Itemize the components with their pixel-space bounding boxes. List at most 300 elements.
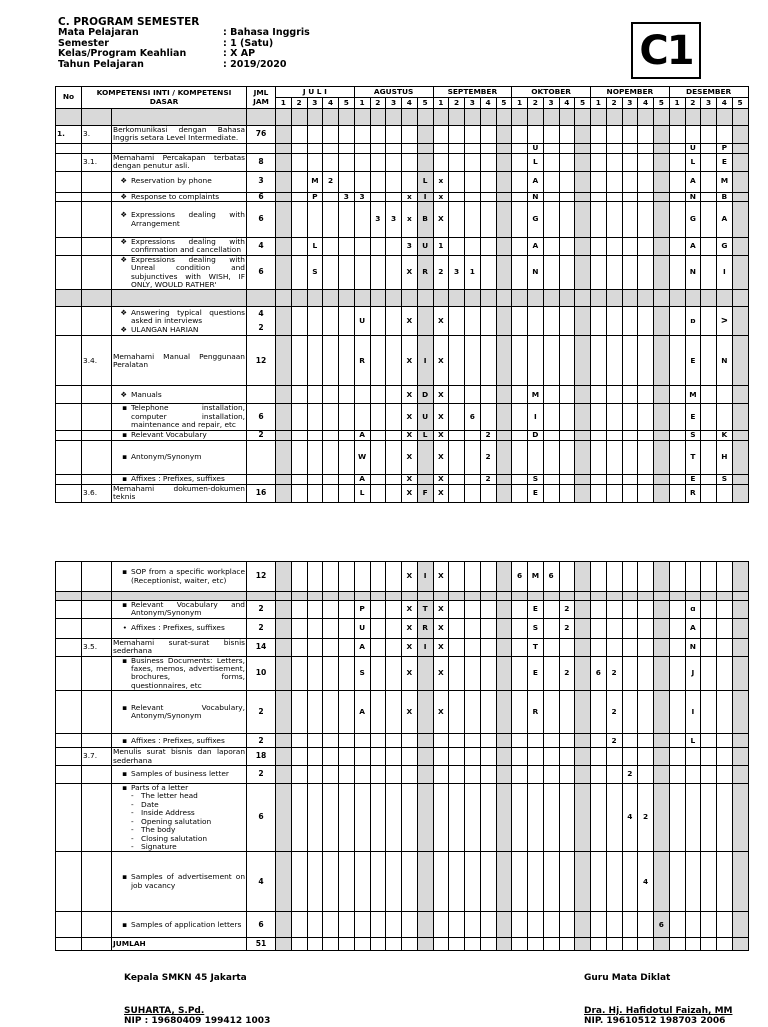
week-cell (433, 748, 449, 766)
week-cell (528, 440, 544, 474)
header-field-label: Tahun Pelajaran (58, 59, 144, 71)
week-cell (669, 938, 685, 951)
week-header: 4 (638, 98, 654, 109)
week-cell (606, 852, 622, 912)
week-cell: N (685, 638, 701, 656)
week-cell (386, 852, 402, 912)
separator-cell (82, 592, 112, 601)
week-cell (276, 474, 292, 484)
week-cell (543, 255, 559, 290)
week-cell (701, 474, 717, 484)
row-number (56, 153, 82, 171)
week-cell (496, 202, 512, 238)
separator-cell (323, 109, 339, 126)
week-cell (323, 336, 339, 386)
week-cell (323, 238, 339, 256)
row-number (56, 440, 82, 474)
row-number (56, 748, 82, 766)
week-cell (449, 766, 465, 784)
week-cell (339, 153, 355, 171)
week-cell (496, 153, 512, 171)
separator-cell (402, 592, 418, 601)
week-cell (654, 238, 670, 256)
week-cell (669, 656, 685, 691)
week-cell (323, 618, 339, 638)
week-cell (638, 734, 654, 748)
week-cell (339, 386, 355, 404)
week-cell (732, 784, 748, 852)
week-cell (559, 484, 575, 502)
week-cell (512, 474, 528, 484)
week-cell (386, 938, 402, 951)
week-cell (717, 618, 733, 638)
separator-cell (669, 109, 685, 126)
kd-code (82, 656, 112, 691)
teacher-nip: NIP. 19610512 198703 2006 (584, 1016, 726, 1026)
kd-code (82, 912, 112, 938)
week-cell (669, 336, 685, 386)
week-cell: 6 (465, 404, 481, 430)
week-cell (323, 386, 339, 404)
week-cell (622, 474, 638, 484)
separator-cell (276, 290, 292, 307)
kd-code (82, 784, 112, 852)
jam-number: 6 (258, 192, 264, 201)
separator-cell (496, 290, 512, 307)
kd-description (112, 430, 247, 440)
week-cell (417, 656, 433, 691)
jml-jam-value (247, 171, 276, 192)
week-cell (386, 474, 402, 484)
kd-code (82, 766, 112, 784)
header-field-value: : 1 (Satu) (223, 37, 274, 49)
week-cell (323, 440, 339, 474)
week-cell (307, 484, 323, 502)
row-number (56, 601, 82, 619)
row-number (56, 307, 82, 336)
jam-number: 4 (258, 876, 264, 886)
week-cell: 3 (354, 192, 370, 201)
separator-cell (112, 109, 247, 126)
week-cell: x (402, 202, 418, 238)
week-cell (449, 474, 465, 484)
week-cell (543, 912, 559, 938)
week-cell: S (307, 255, 323, 290)
separator-cell (638, 109, 654, 126)
week-cell (402, 171, 418, 192)
week-cell (291, 430, 307, 440)
week-cell (685, 126, 701, 144)
jml-jam-value (247, 440, 276, 474)
week-cell (449, 336, 465, 386)
jam-number: 6 (258, 411, 264, 421)
week-cell (732, 656, 748, 691)
week-cell: I (685, 691, 701, 734)
jam-number: 2 (258, 623, 264, 633)
kd-description (112, 656, 247, 691)
week-cell (559, 307, 575, 336)
week-cell (591, 255, 607, 290)
week-cell (543, 852, 559, 912)
week-cell: U (417, 238, 433, 256)
week-cell (276, 192, 292, 201)
week-cell: 2 (638, 784, 654, 852)
week-cell (701, 404, 717, 430)
kd-text: Relevant Vocabulary, Antonym/Synonym (131, 702, 245, 721)
week-cell (323, 153, 339, 171)
week-cell (701, 336, 717, 386)
week-cell (402, 734, 418, 748)
week-cell (512, 307, 528, 336)
week-cell (575, 404, 591, 430)
week-cell (732, 171, 748, 192)
week-cell (591, 912, 607, 938)
week-cell (496, 430, 512, 440)
week-cell: X (402, 440, 418, 474)
week-cell (386, 171, 402, 192)
week-cell (496, 912, 512, 938)
week-cell (654, 766, 670, 784)
week-cell (575, 852, 591, 912)
week-cell (732, 192, 748, 201)
week-cell (512, 766, 528, 784)
separator-cell (685, 109, 701, 126)
kd-text: Memahami Manual Penggunaan Peralatan (113, 351, 245, 369)
separator-cell (717, 290, 733, 307)
week-cell (370, 766, 386, 784)
separator-cell (528, 109, 544, 126)
week-cell (339, 126, 355, 144)
week-cell (339, 484, 355, 502)
week-cell (496, 766, 512, 784)
week-cell (528, 307, 544, 336)
program-title: C. PROGRAM SEMESTER (58, 16, 200, 28)
week-cell (732, 766, 748, 784)
week-cell (701, 656, 717, 691)
week-cell: I (417, 336, 433, 386)
week-cell (496, 691, 512, 734)
list-dash: - (131, 808, 134, 818)
week-header: 3 (543, 98, 559, 109)
week-cell (339, 938, 355, 951)
week-cell: R (685, 484, 701, 502)
kd-text: Response to complaints (131, 192, 220, 201)
week-cell (449, 601, 465, 619)
week-cell (496, 618, 512, 638)
kd-code (82, 404, 112, 430)
week-cell: X (402, 474, 418, 484)
week-cell (307, 430, 323, 440)
jam-number: 6 (258, 267, 264, 277)
kd-text: Samples of business letter (131, 769, 229, 779)
kd-description (112, 766, 247, 784)
week-cell (307, 691, 323, 734)
week-cell: X (402, 601, 418, 619)
week-cell (449, 784, 465, 852)
week-cell (591, 784, 607, 852)
week-cell: 2 (433, 255, 449, 290)
week-cell (669, 638, 685, 656)
kd-text: Samples of advertisement on job vacancy (131, 872, 245, 890)
week-cell (480, 238, 496, 256)
week-cell (591, 430, 607, 440)
week-cell (528, 748, 544, 766)
week-cell (339, 784, 355, 852)
week-header: 2 (606, 98, 622, 109)
week-cell (276, 255, 292, 290)
week-cell (276, 386, 292, 404)
week-cell (465, 143, 481, 153)
week-cell (654, 171, 670, 192)
week-cell (701, 307, 717, 336)
week-cell (638, 938, 654, 951)
week-cell (543, 171, 559, 192)
week-cell (606, 912, 622, 938)
week-cell (717, 691, 733, 734)
table-row (56, 656, 749, 691)
week-cell (449, 748, 465, 766)
bullet-icon: ▪ (121, 656, 127, 665)
header-field-value: : X AP (223, 48, 256, 60)
week-cell (291, 618, 307, 638)
week-cell (701, 430, 717, 440)
header-field-label: Kelas/Program Keahlian (58, 48, 187, 60)
kd-text: Business Documents: Letters, faxes, memos, advertisement, brochures, forms, questionnaires, etc (131, 656, 245, 690)
week-cell (465, 153, 481, 171)
week-cell (449, 153, 465, 171)
week-cell: L (685, 153, 701, 171)
week-cell (449, 852, 465, 912)
kd-text: Parts of a letter (131, 783, 189, 793)
week-cell (386, 691, 402, 734)
kd-code (82, 238, 112, 256)
week-cell (323, 562, 339, 592)
week-cell (291, 852, 307, 912)
week-cell (386, 748, 402, 766)
week-cell (276, 202, 292, 238)
week-cell (417, 307, 433, 336)
separator-cell (638, 290, 654, 307)
month-header: SEPTEMBER (433, 87, 512, 98)
week-cell (622, 562, 638, 592)
kd-text: Berkomunikasi dengan Bahasa Inggris setara Level Intermediate. (113, 125, 245, 143)
week-cell (638, 255, 654, 290)
week-cell: A (528, 238, 544, 256)
week-cell: 2 (480, 474, 496, 484)
week-cell (291, 766, 307, 784)
separator-cell (370, 290, 386, 307)
jam-number: 16 (255, 487, 267, 497)
week-cell (606, 336, 622, 386)
letter-part-item: Signature (141, 841, 177, 851)
week-cell (669, 171, 685, 192)
kd-text: Memahami surat-surat bisnis sederhana (113, 638, 245, 656)
week-cell (291, 386, 307, 404)
kd-description (112, 255, 247, 290)
kd-text: Memahami dokumen-dokumen teknis (113, 484, 245, 502)
week-cell: A (685, 238, 701, 256)
week-cell (606, 430, 622, 440)
week-cell (512, 656, 528, 691)
week-cell: R (354, 336, 370, 386)
week-cell (291, 255, 307, 290)
week-cell (622, 691, 638, 734)
week-cell (276, 562, 292, 592)
week-cell: L (307, 238, 323, 256)
kd-code (82, 618, 112, 638)
week-cell (543, 440, 559, 474)
week-cell (307, 153, 323, 171)
week-cell (575, 562, 591, 592)
week-cell (291, 474, 307, 484)
week-cell (701, 766, 717, 784)
separator-cell (701, 290, 717, 307)
week-cell: X (402, 484, 418, 502)
week-cell (496, 336, 512, 386)
separator-cell (339, 109, 355, 126)
week-cell: A (685, 618, 701, 638)
week-cell (622, 255, 638, 290)
week-cell (654, 386, 670, 404)
week-cell (685, 748, 701, 766)
week-cell (685, 852, 701, 912)
week-cell: 6 (512, 562, 528, 592)
week-cell (591, 143, 607, 153)
week-cell (386, 238, 402, 256)
week-cell (417, 474, 433, 484)
week-cell (323, 691, 339, 734)
week-cell (465, 336, 481, 386)
week-cell: 1 (433, 238, 449, 256)
separator-cell (543, 109, 559, 126)
jam-number: 12 (255, 355, 267, 365)
separator-cell (386, 592, 402, 601)
bullet-icon: ❖ (120, 210, 127, 220)
week-cell (559, 912, 575, 938)
letter-part-item: The body (141, 825, 176, 835)
week-cell (465, 784, 481, 852)
separator-cell (339, 290, 355, 307)
jam-number: 14 (255, 642, 267, 652)
week-cell (449, 404, 465, 430)
month-header: AGUSTUS (354, 87, 433, 98)
week-cell (370, 484, 386, 502)
week-cell (512, 852, 528, 912)
week-cell (559, 638, 575, 656)
kd-code (82, 852, 112, 912)
week-cell (291, 307, 307, 336)
week-cell (654, 440, 670, 474)
week-cell (433, 938, 449, 951)
week-cell (669, 691, 685, 734)
table-row (56, 192, 749, 201)
week-cell (465, 638, 481, 656)
week-cell (701, 143, 717, 153)
week-cell (638, 912, 654, 938)
jam-number: 3 (258, 176, 264, 186)
week-cell: ɑ (685, 601, 701, 619)
week-cell (433, 143, 449, 153)
week-cell (575, 143, 591, 153)
week-cell (606, 638, 622, 656)
kd-code (82, 562, 112, 592)
table-row (56, 404, 749, 430)
week-header: 5 (654, 98, 670, 109)
week-cell (291, 238, 307, 256)
week-cell (622, 852, 638, 912)
week-cell (701, 784, 717, 852)
week-cell (480, 852, 496, 912)
week-cell (669, 143, 685, 153)
week-cell (433, 766, 449, 784)
week-cell (339, 171, 355, 192)
kd-code: 3. (82, 126, 112, 144)
separator-cell (717, 592, 733, 601)
row-number (56, 202, 82, 238)
week-cell (465, 938, 481, 951)
list-dash: - (131, 833, 134, 843)
week-cell (543, 784, 559, 852)
week-cell (480, 562, 496, 592)
week-cell (669, 618, 685, 638)
week-cell (433, 153, 449, 171)
week-header: 1 (669, 98, 685, 109)
bullet-icon: ❖ (120, 192, 127, 201)
week-cell (654, 618, 670, 638)
week-cell: W (354, 440, 370, 474)
table-row (56, 202, 749, 238)
week-cell (701, 440, 717, 474)
week-cell: S (685, 430, 701, 440)
week-header: 5 (732, 98, 748, 109)
week-cell: U (354, 307, 370, 336)
week-cell (386, 404, 402, 430)
week-cell (417, 440, 433, 474)
week-cell (638, 307, 654, 336)
jam-number: 6 (258, 812, 264, 822)
week-cell (417, 912, 433, 938)
week-cell: 2 (559, 601, 575, 619)
week-cell (339, 734, 355, 748)
week-cell (307, 404, 323, 430)
separator-cell (701, 592, 717, 601)
week-cell (543, 601, 559, 619)
week-header: 2 (528, 98, 544, 109)
week-cell (386, 734, 402, 748)
week-cell: B (717, 192, 733, 201)
week-cell (622, 238, 638, 256)
table-row (56, 255, 749, 290)
week-cell: M (307, 171, 323, 192)
separator-cell (307, 290, 323, 307)
week-cell (480, 784, 496, 852)
week-cell (732, 601, 748, 619)
week-cell: X (402, 307, 418, 336)
week-cell (528, 912, 544, 938)
week-cell (685, 938, 701, 951)
week-cell (496, 192, 512, 201)
week-cell (638, 766, 654, 784)
week-cell (480, 912, 496, 938)
separator-cell (732, 109, 748, 126)
week-cell (606, 748, 622, 766)
week-cell (638, 638, 654, 656)
week-cell (291, 562, 307, 592)
kd-text: Expressions dealing with Unreal condition and subjunctives with WISH, IF ONLY, WOULD RATHER' (131, 255, 245, 290)
week-cell (449, 656, 465, 691)
week-cell (386, 766, 402, 784)
week-cell (543, 153, 559, 171)
